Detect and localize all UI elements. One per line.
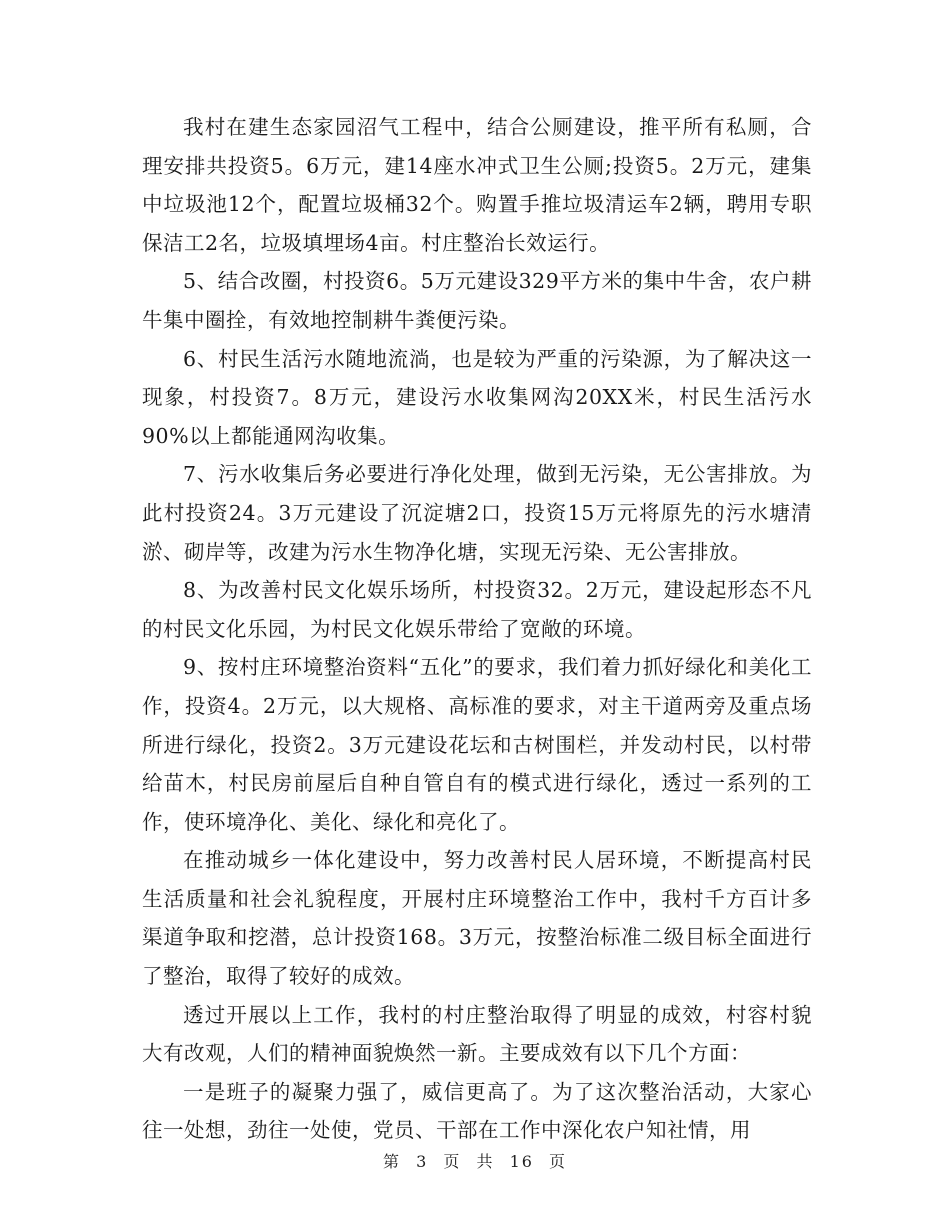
footer-label-total: 共 bbox=[476, 1152, 495, 1171]
total-pages-number: 16 bbox=[509, 1152, 534, 1171]
paragraph: 透过开展以上工作，我村的村庄整治取得了明显的成效，村容村貌大有改观，人们的精神面貌焕然一新。主要成效有以下几个方面： bbox=[142, 1002, 812, 1066]
paragraph: 6、村民生活污水随地流淌，也是较为严重的污染源，为了解决这一现象，村投资7。8万元，建设污水收集网沟20XX米，村民生活污水90%以上都能通网沟收集。 bbox=[142, 346, 812, 448]
paragraph: 一是班子的凝聚力强了，威信更高了。为了这次整治活动，大家心往一处想，劲往一处使，党员、干部在工作中深化农户知社情，用 bbox=[142, 1079, 812, 1143]
footer-label-page: 第 bbox=[382, 1152, 401, 1171]
paragraph: 我村在建生态家园沼气工程中，结合公厕建设，推平所有私厕，合理安排共投资5。6万元，建14座水冲式卫生公厕;投资5。2万元，建集中垃圾池12个，配置垃圾桶32个。购置手推垃圾清运车2辆，聘用专职保洁工2名，垃圾填埋场4亩。村庄整治长效运行。 bbox=[142, 115, 812, 255]
footer-label-unit-end: 页 bbox=[549, 1152, 568, 1171]
current-page-number: 3 bbox=[416, 1152, 429, 1171]
paragraph: 8、为改善村民文化娱乐场所，村投资32。2万元，建设起形态不凡的村民文化乐园，为村民文化娱乐带给了宽敞的环境。 bbox=[142, 578, 812, 641]
paragraph: 在推动城乡一体化建设中，努力改善村民人居环境，不断提高村民生活质量和社会礼貌程度，开展村庄环境整治工作中，我村千方百计多渠道争取和挖潜，总计投资168。3万元，按整治标准二级目标全面进行了整治，取得了较好的成效。 bbox=[142, 848, 812, 989]
paragraph: 5、结合改圈，村投资6。5万元建设329平方米的集中牛舍，农户耕牛集中圈拴，有效地控制耕牛粪便污染。 bbox=[142, 269, 812, 332]
document-body bbox=[142, 108, 812, 1150]
paragraph: 7、污水收集后务必要进行净化处理，做到无污染，无公害排放。为此村投资24。3万元建设了沉淀塘2口，投资15万元将原先的污水塘清淤、砌岸等，改建为污水生物净化塘，实现无污染、无公害排放。 bbox=[142, 462, 812, 564]
footer-label-unit: 页 bbox=[443, 1152, 462, 1171]
paragraph: 9、按村庄环境整治资料“五化”的要求，我们着力抓好绿化和美化工作，投资4。2万元，以大规格、高标准的要求，对主干道两旁及重点场所进行绿化，投资2。3万元建设花坛和古树围栏，并发动村民，以村带给苗木，村民房前屋后自种自管自有的模式进行绿化，透过一系列的工作，使环境净化、美化、绿化和亮化了。 bbox=[142, 655, 812, 834]
page-footer bbox=[0, 1152, 950, 1172]
